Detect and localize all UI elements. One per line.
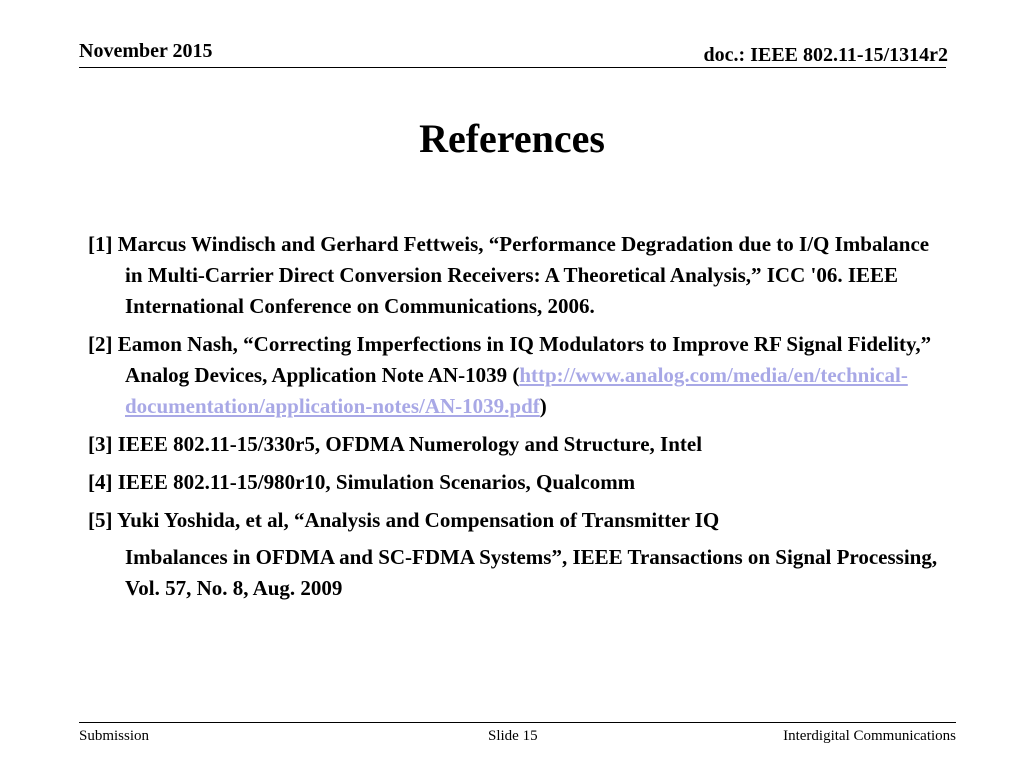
footer-submission: Submission (79, 728, 150, 744)
reference-item-2 (88, 329, 938, 422)
reference-text-closing: ) (539, 394, 547, 418)
reference-link-an-1039[interactable]: http://www.analog.com/media/en/technical-documentation/application-notes/AN-1039.pdf (125, 363, 908, 418)
reference-text: Imbalances in OFDMA and SC-FDMA Systems”, IEEE Transactions on Signal Processing, Vol. 57, No. 8, Aug. 2009 (125, 545, 938, 600)
footer-slide-number: Slide 15 (488, 728, 538, 744)
reference-item-1 (88, 229, 938, 322)
header-divider (79, 67, 946, 68)
reference-list (88, 229, 938, 604)
reference-text: [1] Marcus Windisch and Gerhard Fettweis, “Performance Degradation due to I/Q Imbalance in Multi-Carrier Direct Conversion Receivers: A Theoretical Analysis,” ICC '06. IEEE International Conference on Communications, 2006. (88, 232, 930, 318)
reference-item-5-continuation (88, 542, 938, 604)
slide-title: References (419, 116, 605, 161)
reference-text: [2] Eamon Nash, “Correcting Imperfections in IQ Modulators to Improve RF Signal Fidelity,” Analog Devices, Application Note AN-1039 ( (88, 332, 932, 387)
reference-item-4 (88, 467, 938, 498)
header-document-id: doc.: IEEE 802.11-15/1314r2 (703, 44, 948, 66)
reference-text: [4] IEEE 802.11-15/980r10, Simulation Scenarios, Qualcomm (88, 470, 636, 494)
footer-organization: Interdigital Communications (783, 728, 956, 744)
reference-item-5 (88, 505, 938, 536)
reference-item-3 (88, 429, 938, 460)
reference-text: [3] IEEE 802.11-15/330r5, OFDMA Numerology and Structure, Intel (88, 432, 703, 456)
reference-text: [5] Yuki Yoshida, et al, “Analysis and Compensation of Transmitter IQ (88, 508, 720, 532)
header-date: November 2015 (79, 40, 213, 62)
footer-divider (79, 722, 956, 723)
